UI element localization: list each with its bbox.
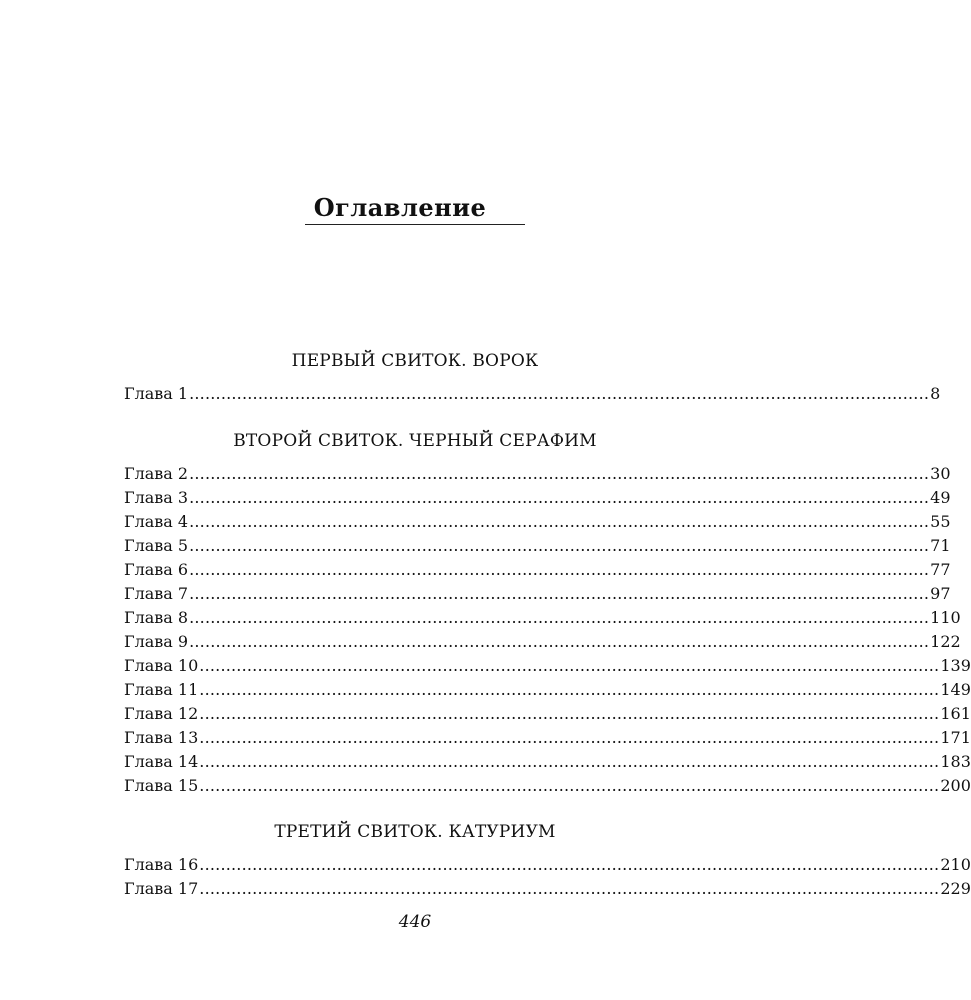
toc-entry-label: Глава 13: [124, 728, 199, 747]
toc-leader-dots: ............................................................................................................................................: [199, 855, 940, 874]
section-heading-2: ВТОРОЙ СВИТОК. ЧЕРНЫЙ СЕРАФИМ: [233, 431, 597, 451]
toc-entry: [124, 510, 951, 534]
toc-leader-dots: ............................................................................................................................................: [189, 632, 930, 651]
toc-leader-dots: ............................................................................................................................................: [189, 560, 930, 579]
toc-entry-label: Глава 4: [124, 512, 189, 531]
toc-entry: [124, 534, 951, 558]
toc-entry-page: 161: [940, 704, 971, 723]
title-underline: [305, 224, 525, 225]
toc-leader-dots: ............................................................................................................................................: [199, 728, 940, 747]
toc-entry: [124, 678, 971, 702]
toc-entry: [124, 630, 961, 654]
toc-entry-page: 71: [930, 536, 951, 555]
section-heading-3: ТРЕТИЙ СВИТОК. КАТУРИУМ: [274, 822, 556, 842]
toc-leader-dots: ............................................................................................................................................: [199, 752, 940, 771]
toc-entry-page: 49: [930, 488, 951, 507]
toc-leader-dots: ............................................................................................................................................: [199, 776, 940, 795]
toc-entry-page: 229: [940, 879, 971, 898]
toc-leader-dots: ............................................................................................................................................: [199, 680, 940, 699]
toc-entry: [124, 877, 971, 901]
toc-leader-dots: ............................................................................................................................................: [189, 584, 930, 603]
toc-leader-dots: ............................................................................................................................................: [199, 879, 940, 898]
toc-entry-page: 149: [940, 680, 971, 699]
toc-entry-label: Глава 17: [124, 879, 199, 898]
toc-entry-label: Глава 1: [124, 384, 189, 403]
toc-entry-page: 210: [940, 855, 971, 874]
toc-entry-label: Глава 7: [124, 584, 189, 603]
toc-entry: [124, 486, 951, 510]
toc-entry-label: Глава 6: [124, 560, 189, 579]
toc-entry-label: Глава 3: [124, 488, 189, 507]
toc-entry: [124, 582, 951, 606]
toc-entry-page: 110: [930, 608, 961, 627]
toc-entry: [124, 654, 971, 678]
toc-leader-dots: ............................................................................................................................................: [189, 536, 930, 555]
toc-entry-page: 122: [930, 632, 961, 651]
toc-entry-page: 77: [930, 560, 951, 579]
toc-entry-label: Глава 15: [124, 776, 199, 795]
toc-entry: [124, 726, 971, 750]
toc-entry: [124, 462, 951, 486]
toc-leader-dots: ............................................................................................................................................: [199, 656, 940, 675]
toc-entry-label: Глава 9: [124, 632, 189, 651]
toc-entry: [124, 382, 941, 406]
toc-entry-page: 55: [930, 512, 951, 531]
toc-entry-label: Глава 10: [124, 656, 199, 675]
toc-entry-label: Глава 14: [124, 752, 199, 771]
toc-leader-dots: ............................................................................................................................................: [189, 608, 930, 627]
page-number: 446: [398, 912, 432, 932]
toc-entry-page: 97: [930, 584, 951, 603]
toc-leader-dots: ............................................................................................................................................: [189, 512, 930, 531]
toc-entry: [124, 853, 971, 877]
toc-entry-label: Глава 8: [124, 608, 189, 627]
toc-entry-page: 139: [940, 656, 971, 675]
toc-entry: [124, 558, 951, 582]
toc-entry: [124, 702, 971, 726]
toc-entry: [124, 750, 971, 774]
toc-leader-dots: ............................................................................................................................................: [199, 704, 940, 723]
toc-entry-label: Глава 5: [124, 536, 189, 555]
toc-entry: [124, 774, 971, 798]
toc-entry-page: 200: [940, 776, 971, 795]
toc-entry-page: 183: [940, 752, 971, 771]
toc-leader-dots: ............................................................................................................................................: [189, 464, 930, 483]
section-heading-1: ПЕРВЫЙ СВИТОК. ВОРОК: [291, 351, 539, 371]
toc-entry: [124, 606, 961, 630]
toc-leader-dots: ............................................................................................................................................: [189, 384, 930, 403]
page-title: Оглавление: [313, 193, 487, 222]
toc-leader-dots: ............................................................................................................................................: [189, 488, 930, 507]
toc-entry-label: Глава 16: [124, 855, 199, 874]
toc-entry-label: Глава 12: [124, 704, 199, 723]
toc-entry-page: 171: [940, 728, 971, 747]
toc-entry-page: 8: [930, 384, 941, 403]
toc-entry-page: 30: [930, 464, 951, 483]
toc-entry-label: Глава 11: [124, 680, 199, 699]
toc-entry-label: Глава 2: [124, 464, 189, 483]
